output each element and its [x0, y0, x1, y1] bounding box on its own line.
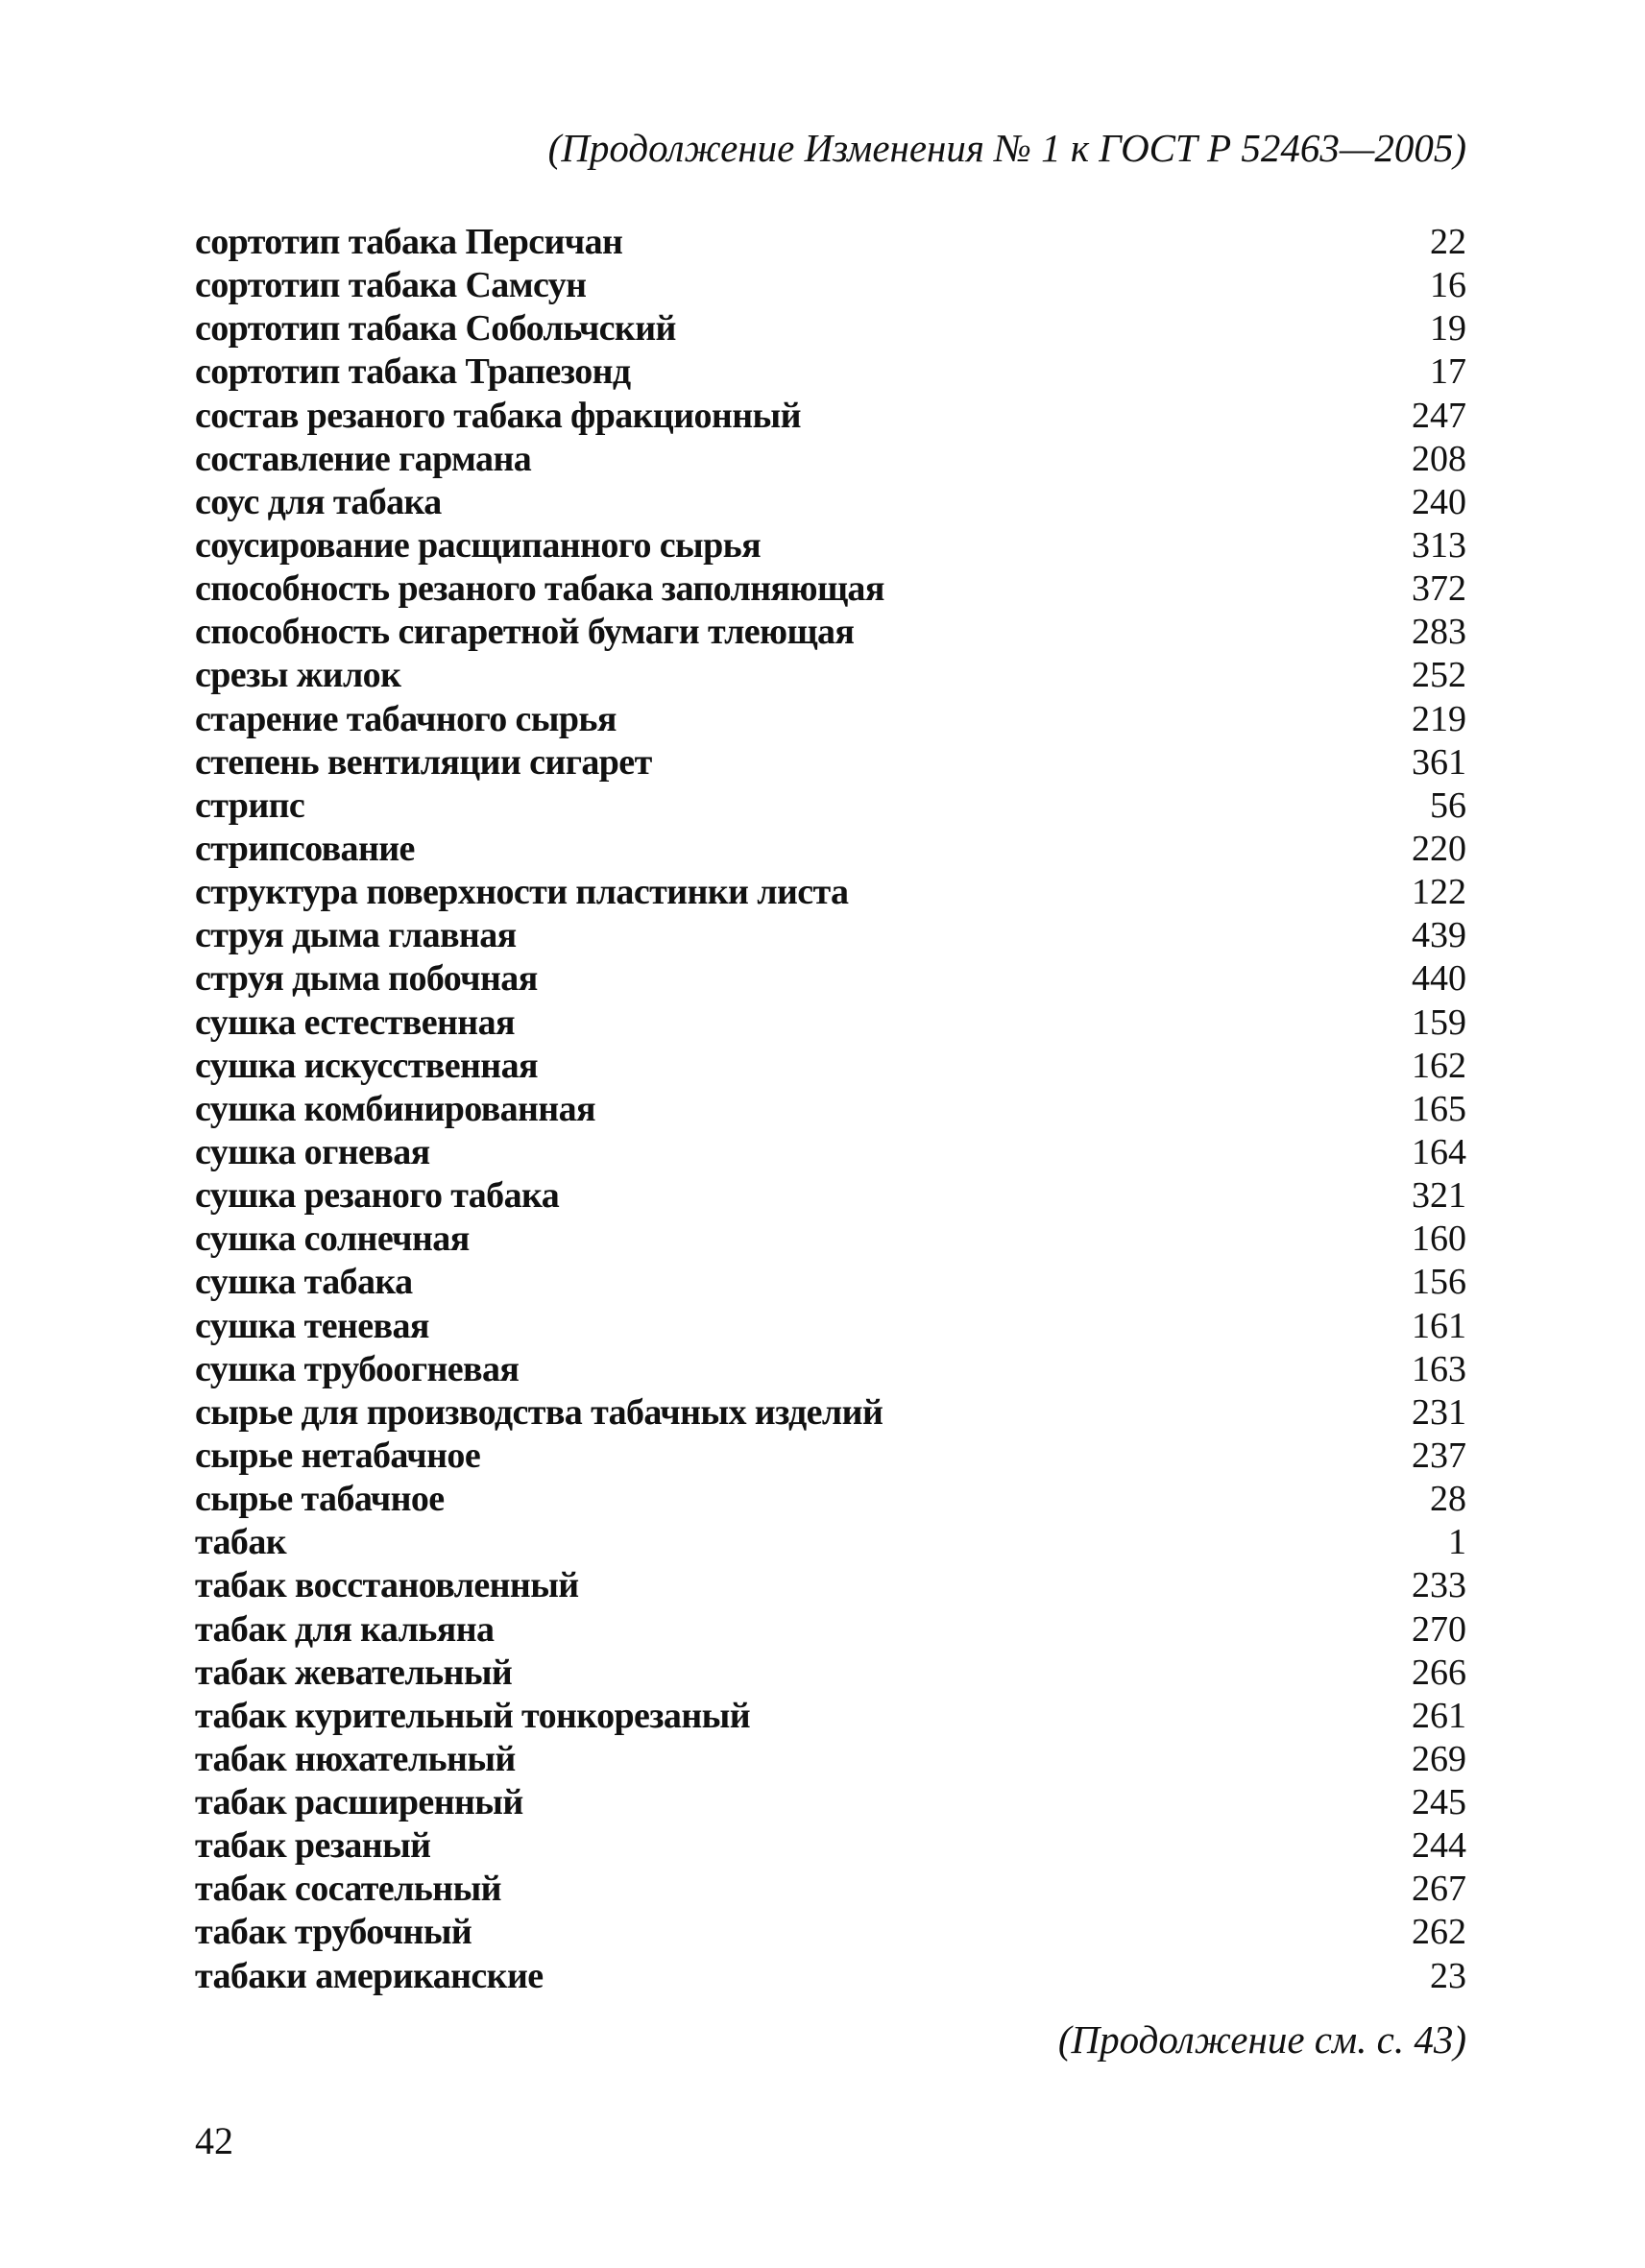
entry-term: сушка огневая [195, 1131, 430, 1172]
entry-term: табак трубочный [195, 1912, 472, 1953]
entry-number: 23 [1430, 1955, 1466, 1996]
entry-term: табак [195, 1522, 287, 1563]
entry-number: 267 [1412, 1869, 1466, 1910]
page-number: 42 [195, 2119, 233, 2162]
index-entry [195, 828, 1466, 871]
entry-term: сырье нетабачное [195, 1435, 481, 1476]
entry-term: табак сосательный [195, 1869, 501, 1910]
entry-term: сушка табака [195, 1262, 413, 1303]
entry-number: 361 [1412, 741, 1466, 783]
entry-term: табаки американские [195, 1955, 544, 1996]
entry-term: сушка искусственная [195, 1045, 538, 1086]
entry-number: 159 [1412, 1001, 1466, 1043]
index-entry [195, 221, 1466, 264]
entry-number: 313 [1412, 524, 1466, 566]
entry-number: 237 [1412, 1435, 1466, 1476]
entry-term: сортотип табака Персичан [195, 222, 623, 262]
entry-number: 28 [1430, 1479, 1466, 1520]
entry-number: 208 [1412, 438, 1466, 479]
entry-number: 17 [1430, 351, 1466, 393]
entry-term: сырье для производства табачных изделий [195, 1391, 883, 1433]
index-entry [195, 914, 1466, 957]
entry-number: 231 [1412, 1391, 1466, 1433]
entry-number: 19 [1430, 308, 1466, 350]
entry-term: соусирование расщипанного сырья [195, 524, 762, 566]
index-entry [195, 1435, 1466, 1478]
entry-number: 156 [1412, 1262, 1466, 1303]
entry-term: табак курительный тонкорезаный [195, 1695, 750, 1736]
entry-number: 163 [1412, 1348, 1466, 1389]
entry-term: сушка трубоогневая [195, 1348, 520, 1389]
index-entry [195, 1955, 1466, 1998]
index-entry [195, 1911, 1466, 1954]
entry-term: соус для табака [195, 481, 442, 522]
entry-term: сушка комбинированная [195, 1088, 595, 1129]
index-entry [195, 524, 1466, 567]
entry-number: 245 [1412, 1782, 1466, 1823]
index-entry [195, 1521, 1466, 1564]
entry-number: 161 [1412, 1305, 1466, 1346]
page-header: (Продолжение Изменения № 1 к ГОСТ Р 52463—2005) [547, 126, 1466, 170]
entry-term: состав резаного табака фракционный [195, 395, 801, 436]
entry-number: 1 [1448, 1522, 1466, 1563]
entry-number: 56 [1430, 784, 1466, 826]
index-entry [195, 1868, 1466, 1911]
entry-number: 261 [1412, 1695, 1466, 1736]
entry-term: сортотип табака Трапезонд [195, 351, 631, 393]
index-entry [195, 1174, 1466, 1218]
index-entry [195, 1781, 1466, 1824]
entry-term: составление гармана [195, 438, 532, 479]
index-entry [195, 871, 1466, 914]
entry-number: 283 [1412, 612, 1466, 653]
entry-number: 247 [1412, 395, 1466, 436]
entry-term: сушка солнечная [195, 1218, 470, 1260]
entry-term: срезы жилок [195, 655, 401, 696]
entry-number: 220 [1412, 828, 1466, 869]
entry-number: 22 [1430, 222, 1466, 262]
entry-term: стрипсование [195, 828, 415, 869]
entry-term: старение табачного сырья [195, 698, 617, 739]
index-entry [195, 611, 1466, 654]
entry-term: сушка теневая [195, 1305, 429, 1346]
index-list [195, 221, 1466, 1998]
entry-number: 160 [1412, 1218, 1466, 1260]
index-entry [195, 438, 1466, 481]
entry-term: табак нюхательный [195, 1738, 516, 1779]
index-entry [195, 654, 1466, 697]
index-entry [195, 1738, 1466, 1781]
entry-number: 269 [1412, 1738, 1466, 1779]
index-entry [195, 1001, 1466, 1045]
index-entry [195, 1608, 1466, 1652]
entry-number: 219 [1412, 698, 1466, 739]
entry-number: 244 [1412, 1825, 1466, 1867]
index-entry [195, 1088, 1466, 1131]
entry-term: сортотип табака Самсун [195, 265, 587, 306]
index-entry [195, 957, 1466, 1001]
index-entry [195, 1652, 1466, 1695]
entry-number: 252 [1412, 655, 1466, 696]
entry-number: 122 [1412, 872, 1466, 913]
index-entry [195, 741, 1466, 784]
entry-number: 262 [1412, 1912, 1466, 1953]
entry-number: 321 [1412, 1175, 1466, 1217]
entry-number: 165 [1412, 1088, 1466, 1129]
index-entry [195, 698, 1466, 741]
entry-term: способность резаного табака заполняющая [195, 568, 884, 610]
entry-term: сушка естественная [195, 1001, 515, 1043]
entry-number: 240 [1412, 481, 1466, 522]
index-entry [195, 481, 1466, 524]
index-entry [195, 1478, 1466, 1521]
index-entry [195, 264, 1466, 307]
index-entry [195, 307, 1466, 350]
index-entry [195, 784, 1466, 828]
index-entry [195, 1305, 1466, 1348]
index-entry [195, 350, 1466, 394]
entry-number: 16 [1430, 265, 1466, 306]
entry-number: 266 [1412, 1652, 1466, 1693]
entry-term: табак для кальяна [195, 1608, 495, 1650]
entry-term: способность сигаретной бумаги тлеющая [195, 612, 855, 653]
entry-term: сортотип табака Собольчский [195, 308, 676, 350]
entry-term: струя дыма главная [195, 915, 517, 956]
entry-term: сушка резаного табака [195, 1175, 560, 1217]
entry-number: 439 [1412, 915, 1466, 956]
entry-term: стрипс [195, 784, 305, 826]
index-entry [195, 1348, 1466, 1391]
index-entry [195, 1045, 1466, 1088]
entry-term: струя дыма побочная [195, 958, 538, 1000]
entry-term: табак расширенный [195, 1782, 523, 1823]
entry-number: 270 [1412, 1608, 1466, 1650]
entry-number: 440 [1412, 958, 1466, 1000]
entry-term: табак жевательный [195, 1652, 513, 1693]
index-entry [195, 1564, 1466, 1607]
index-entry [195, 1131, 1466, 1174]
entry-number: 164 [1412, 1131, 1466, 1172]
entry-term: сырье табачное [195, 1479, 445, 1520]
index-entry [195, 395, 1466, 438]
index-entry [195, 1218, 1466, 1261]
index-entry [195, 1391, 1466, 1435]
index-entry [195, 1824, 1466, 1868]
index-entry [195, 1695, 1466, 1738]
entry-term: табак восстановленный [195, 1565, 579, 1606]
entry-term: структура поверхности пластинки листа [195, 872, 849, 913]
continuation-note: (Продолжение см. с. 43) [1057, 2017, 1466, 2062]
entry-term: степень вентиляции сигарет [195, 741, 652, 783]
entry-number: 233 [1412, 1565, 1466, 1606]
entry-term: табак резаный [195, 1825, 431, 1867]
index-entry [195, 1261, 1466, 1304]
index-entry [195, 567, 1466, 611]
entry-number: 372 [1412, 568, 1466, 610]
entry-number: 162 [1412, 1045, 1466, 1086]
